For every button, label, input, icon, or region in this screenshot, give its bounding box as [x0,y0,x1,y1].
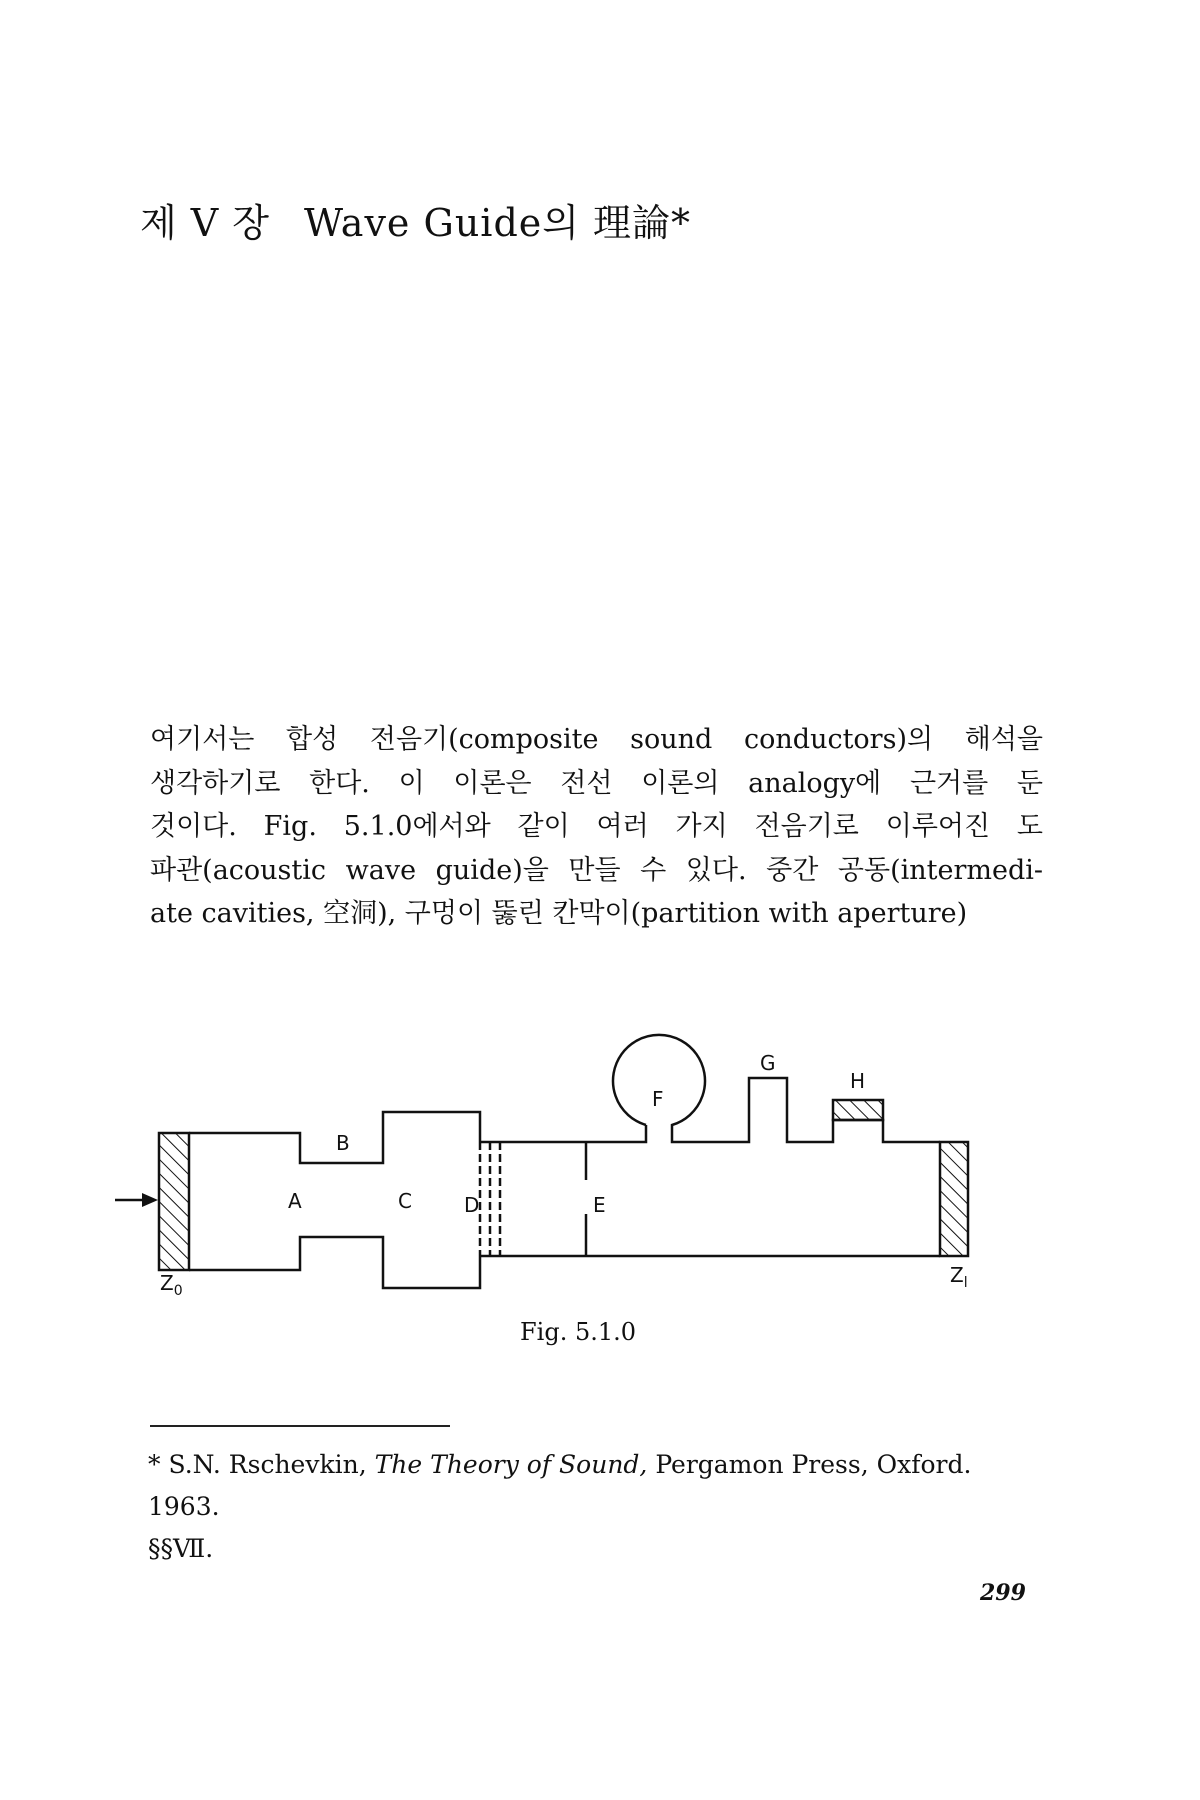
footnote-publisher: Pergamon Press, Oxford. 1963. [148,1450,972,1521]
wave-guide-lower-wall [189,1237,480,1288]
body-line: ate cavities, 空洞), 구멍이 뚫린 칸막이(partition with aperture) [150,898,968,929]
wave-guide-diagram [100,1030,1080,1299]
footnote-divider [150,1425,450,1427]
label-zl: $Z_l$ [950,1263,968,1291]
label-f: F [652,1087,664,1111]
footnote-author: S.N. Rschevkin, [168,1450,367,1479]
label-g: G [760,1051,776,1075]
chapter-number: 제 V 장 [140,201,271,245]
wave-guide-figure [100,1030,1080,1299]
label-b: B [336,1131,350,1155]
label-c: C [398,1189,412,1213]
h-hatched-cap [833,1100,883,1120]
body-line: 여기서는 합성 전음기(composite sound conductors)의 해석을 [150,724,1043,755]
page-number: 299 [980,1580,1026,1606]
chapter-title [140,192,691,247]
figure-caption: Fig. 5.1.0 [520,1318,637,1346]
label-h: H [850,1069,866,1093]
label-z0: $Z_0$ [160,1271,183,1299]
zl-terminal-block [940,1142,968,1256]
chapter-heading: Wave Guide의 理論* [304,201,692,245]
tube-top-wall [480,1125,646,1142]
label-d: D [464,1193,480,1217]
footnote-line [148,1444,1048,1528]
body-line: 생각하기로 한다. 이 이론은 전선 이론의 analogy에 근거를 둔 [150,767,1043,799]
input-arrow-head [142,1193,158,1207]
footnote-section: §§Ⅶ. [148,1534,214,1563]
wave-guide-upper-wall [189,1112,480,1163]
z0-terminal-block [159,1133,189,1270]
body-line: 것이다. Fig. 5.1.0에서와 같이 여러 가지 전음기로 이루어진 도 [150,811,1043,842]
body-paragraph [150,718,1043,936]
label-e: E [593,1193,606,1217]
body-line: 파관(acoustic wave guide)을 만들 수 있다. 중간 공동(intermedi- [150,854,1043,886]
footnote [148,1444,1048,1570]
label-a: A [288,1189,302,1213]
footnote-marker: * [148,1450,161,1479]
footnote-book-title: The Theory of Sound, [374,1450,648,1479]
